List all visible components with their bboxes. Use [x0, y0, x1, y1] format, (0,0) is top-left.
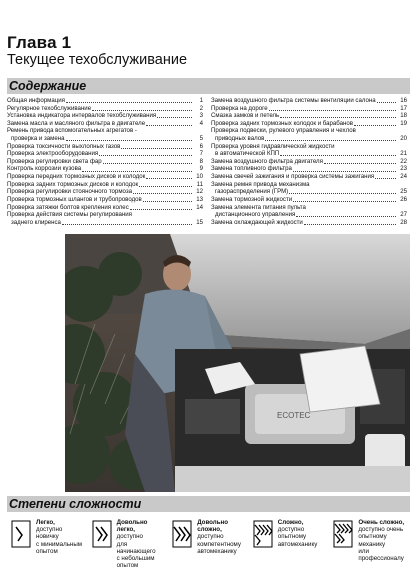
toc-entry-title: заднего клиренса — [11, 218, 61, 226]
difficulty-description-line: компетентному — [197, 540, 241, 548]
difficulty-description-line: доступно очень — [358, 526, 404, 534]
toc-entry-title: Проверка задних тормозных дисков и колодок — [7, 180, 139, 188]
difficulty-description-line: опытному механику — [358, 533, 387, 548]
difficulty-level — [168, 518, 249, 555]
toc-entry-page: 17 — [400, 104, 407, 112]
toc-leader-dots — [293, 171, 396, 172]
toc-entry — [211, 158, 407, 166]
toc-entry-title: Замена ремня привода механизма — [211, 180, 310, 188]
toc-leader-dots — [265, 140, 396, 141]
toc-entry-title: Замена воздушного фильтра системы вентиляции салона — [211, 97, 376, 104]
toc-entry — [211, 204, 407, 212]
toc-entry-page: 13 — [196, 195, 203, 203]
toc-leader-dots — [130, 209, 192, 210]
toc-entry-page: 12 — [196, 188, 203, 196]
toc-leader-dots — [99, 155, 192, 156]
toc-leader-dots — [146, 178, 192, 179]
toc-leader-dots — [157, 117, 192, 118]
toc-entry-page: 7 — [199, 150, 203, 158]
toc-entry-page: 19 — [400, 119, 407, 127]
toc-entry-title: Проверка регулировки света фар — [7, 157, 102, 165]
toc-entry-title: Проверка тормозных шлангов и трубопроводов — [7, 195, 142, 203]
difficulty-level — [249, 518, 330, 550]
difficulty-spanner-icon — [9, 519, 33, 549]
toc-leader-dots — [293, 201, 396, 202]
toc-entry-page: 9 — [199, 165, 203, 173]
difficulty-level — [329, 518, 410, 563]
toc-entry — [211, 150, 407, 158]
difficulty-spanner-icon — [251, 519, 275, 549]
toc-leader-dots — [289, 193, 396, 194]
difficulty-heading: Степени сложности — [9, 497, 142, 511]
contents-heading: Содержание — [9, 79, 87, 93]
toc-entry — [7, 120, 203, 128]
contents-heading-bar — [7, 78, 410, 94]
toc-leader-dots — [324, 163, 396, 164]
toc-entry-title: Проверка электрооборудования — [7, 150, 99, 158]
toc-entry — [211, 105, 407, 113]
toc-leader-dots — [133, 193, 192, 194]
toc-leader-dots — [82, 171, 192, 172]
toc-entry-page: 5 — [199, 135, 203, 143]
toc-entry-title: Проверка на дороге — [211, 104, 268, 112]
toc-entry-page: 22 — [400, 157, 407, 165]
toc-entry-title: приводных валов — [215, 135, 265, 143]
toc-entry — [211, 135, 407, 143]
difficulty-spanner-icon — [170, 519, 194, 549]
toc-entry-title: Проверка регулировки стояночного тормоза — [7, 188, 133, 196]
chapter-subtitle: Текущее техобслуживание — [7, 52, 188, 68]
toc-entry-page: 2 — [199, 104, 203, 112]
toc-leader-dots — [66, 140, 192, 141]
toc-leader-dots — [143, 201, 192, 202]
toc-entry-page: 24 — [400, 173, 407, 181]
toc-entry-page: 27 — [400, 211, 407, 219]
toc-left-column — [7, 97, 203, 226]
toc-entry-title: Замена свечей зажигания и проверка системы зажигания — [211, 173, 375, 181]
toc-entry — [211, 165, 407, 173]
difficulty-level-name: Сложно, — [277, 519, 304, 526]
difficulty-description-line: с минимальным — [36, 540, 83, 548]
toc-entry — [7, 196, 203, 204]
difficulty-description-line: с небольшим опытом — [116, 555, 155, 570]
difficulty-description — [36, 519, 86, 555]
toc-leader-dots — [139, 186, 192, 187]
toc-leader-dots — [296, 216, 396, 217]
toc-entry-page: 20 — [400, 135, 407, 143]
toc-entry — [7, 143, 203, 151]
difficulty-description-line: доступно опытному — [277, 526, 307, 541]
toc-entry-page: 11 — [196, 180, 203, 188]
toc-entry — [211, 143, 407, 151]
toc-entry-title: Проверка задних тормозных колодок и барабанов — [211, 119, 354, 127]
toc-entry-page: 16 — [400, 97, 407, 104]
toc-entry — [211, 211, 407, 219]
toc-entry-title: Проверка передних тормозных дисков и колодок — [7, 173, 146, 181]
toc-entry-title: Смазка замков и петель — [211, 112, 280, 120]
toc-entry — [7, 112, 203, 120]
toc-entry-title: дистанционного управления — [215, 211, 296, 219]
toc-entry-title: Замена топливного фильтра — [211, 165, 292, 173]
toc-leader-dots — [377, 102, 396, 103]
difficulty-spanner-icon — [331, 519, 355, 549]
difficulty-heading-bar — [7, 496, 410, 512]
difficulty-spanner-icon — [90, 519, 114, 549]
toc-entry-page: 8 — [199, 157, 203, 165]
toc-leader-dots — [280, 117, 396, 118]
toc-entry-title: Проверка действия системы регулирования — [7, 211, 132, 219]
toc-entry — [7, 188, 203, 196]
toc-leader-dots — [103, 163, 192, 164]
photo-illustration — [65, 234, 410, 492]
toc-entry-page: 21 — [400, 150, 407, 158]
toc-entry — [211, 173, 407, 181]
toc-entry-title: Замена элемента питания пульта — [211, 203, 306, 211]
toc-entry — [211, 127, 407, 135]
difficulty-levels — [7, 518, 410, 570]
toc-leader-dots — [92, 110, 192, 111]
toc-entry — [7, 158, 203, 166]
toc-entry-title: Замена масла и масляного фильтра в двигателе — [7, 119, 146, 127]
toc-leader-dots — [354, 125, 396, 126]
toc-entry — [7, 105, 203, 113]
toc-entry — [211, 120, 407, 128]
toc-entry-title: Регулярное техобслуживание — [7, 104, 92, 112]
difficulty-level-name: Довольно легко, — [116, 519, 148, 534]
toc-entry-page: 10 — [196, 173, 203, 181]
toc-leader-dots — [269, 110, 396, 111]
toc-entry-page: 4 — [199, 119, 203, 127]
toc-leader-dots — [375, 178, 396, 179]
toc-entry-title: в автоматической КПП — [215, 150, 280, 158]
toc-entry-title: Контроль коррозии кузова — [7, 165, 82, 173]
toc-entry — [7, 219, 203, 227]
engine-badge-text: ECOTEC — [277, 411, 311, 420]
toc-entry-page: 26 — [400, 195, 407, 203]
toc-entry — [211, 112, 407, 120]
toc-leader-dots — [280, 155, 396, 156]
engine-bay-photo — [65, 234, 410, 492]
difficulty-description-line: доступно новичку — [36, 526, 63, 541]
difficulty-level — [7, 518, 88, 555]
toc-entry — [211, 97, 407, 105]
difficulty-description-line: для начинающего — [116, 540, 156, 555]
toc-entry — [7, 127, 203, 135]
difficulty-description-line: или профессионалу — [358, 547, 404, 563]
toc-entry — [7, 150, 203, 158]
toc-entry — [7, 204, 203, 212]
toc-entry-page: 28 — [400, 218, 407, 226]
toc-entry-page: 18 — [400, 112, 407, 120]
toc-entry — [7, 181, 203, 189]
toc-leader-dots — [121, 148, 192, 149]
difficulty-level — [88, 518, 169, 570]
difficulty-description-line: автомеханику — [197, 547, 237, 555]
toc-entry — [211, 188, 407, 196]
toc-entry — [7, 165, 203, 173]
toc-entry-title: Общая информация — [7, 97, 65, 104]
toc-entry — [211, 219, 407, 227]
toc-entry-title: проверка и замена — [11, 135, 65, 143]
toc-entry-title: Замена воздушного фильтра двигателя — [211, 157, 323, 165]
toc-leader-dots — [62, 224, 192, 225]
difficulty-level-name: Легко, — [36, 519, 55, 526]
toc-leader-dots — [146, 125, 192, 126]
difficulty-description — [197, 519, 247, 555]
toc-entry-page: 1 — [199, 97, 203, 104]
toc-entry — [211, 181, 407, 189]
chapter-title: Глава 1 — [7, 33, 72, 52]
toc-entry-page: 25 — [400, 188, 407, 196]
toc-entry-title: Замена охлаждающей жидкости — [211, 218, 303, 226]
difficulty-description-line: доступно — [116, 533, 143, 541]
toc-entry — [7, 97, 203, 105]
toc-entry-page: 23 — [400, 165, 407, 173]
toc-entry-page: 6 — [199, 142, 203, 150]
difficulty-description-line: опытом — [36, 547, 58, 555]
difficulty-level-name: Довольно сложно, — [197, 519, 229, 534]
toc-entry-title: Проверка затяжки болтов крепления колес — [7, 203, 129, 211]
toc-entry-title: Проверка токсичности выхлопных газов — [7, 142, 121, 150]
toc-right-column — [211, 97, 407, 226]
difficulty-level-name: Очень сложно, — [358, 519, 405, 526]
toc-entry-page: 3 — [199, 112, 203, 120]
toc-entry — [7, 211, 203, 219]
difficulty-description-line: доступно — [197, 533, 224, 541]
toc-entry-title: Проверка подвески, рулевого управления и чехлов — [211, 127, 356, 135]
toc-entry-title: Ремень привода вспомогательных агрегатов - — [7, 127, 137, 135]
difficulty-description — [278, 519, 328, 548]
difficulty-description — [117, 519, 167, 569]
toc-entry-title: газораспределения (ГРМ) — [215, 188, 289, 196]
toc-leader-dots — [66, 102, 192, 103]
toc-leader-dots — [304, 224, 396, 225]
difficulty-description-line: автомеханику — [277, 540, 318, 548]
toc-entry-page: 15 — [196, 218, 203, 226]
toc-entry-page: 14 — [196, 203, 203, 211]
toc-entry-title: Проверка уровня гидравлической жидкости — [211, 142, 335, 150]
toc-entry — [211, 196, 407, 204]
difficulty-description — [358, 519, 408, 562]
toc-entry-title: Замена тормозной жидкости — [211, 195, 293, 203]
toc-entry-title: Установка индикатора интервалов техобслуживания — [7, 112, 157, 120]
toc-entry — [7, 173, 203, 181]
toc-entry — [7, 135, 203, 143]
